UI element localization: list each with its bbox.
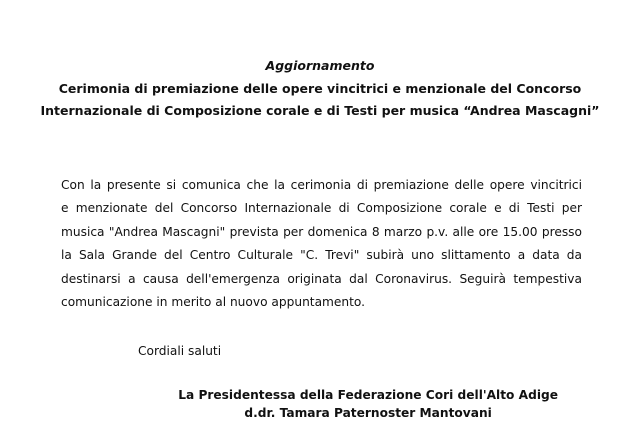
document-title bbox=[0, 78, 640, 122]
title-line: Internazionale di Composizione corale e di Testi per musica “Andrea Mascagni” bbox=[40, 103, 600, 118]
signature-name: d.dr. Tamara Paternoster Mantovani bbox=[244, 406, 492, 420]
body-line: e menzionate del Concorso Internazionale di Composizione corale e di Testi per bbox=[61, 201, 582, 216]
signature-block bbox=[178, 386, 558, 422]
body-line: comunicazione in merito al nuovo appuntamento. bbox=[61, 295, 366, 310]
update-label: Aggiornamento bbox=[265, 58, 375, 73]
signature-role: La Presidentessa della Federazione Cori dell'Alto Adige bbox=[178, 388, 558, 402]
title-line: Cerimonia di premiazione delle opere vincitrici e menzionale del Concorso bbox=[58, 81, 582, 96]
body-line: la Sala Grande del Centro Culturale "C. Trevi" subirà uno slittamento a data da bbox=[61, 248, 582, 263]
body-line: Con la presente si comunica che la cerimonia di premiazione delle opere vincitrici bbox=[61, 178, 582, 192]
body-line: destinarsi a causa dell'emergenza originata dal Coronavirus. Seguirà tempestiva bbox=[61, 271, 582, 286]
closing-greeting: Cordiali saluti bbox=[138, 344, 222, 358]
announcement-body bbox=[61, 174, 582, 314]
document-heading bbox=[0, 56, 640, 122]
body-line: musica "Andrea Mascagni" prevista per domenica 8 marzo p.v. alle ore 15.00 presso bbox=[61, 224, 582, 239]
